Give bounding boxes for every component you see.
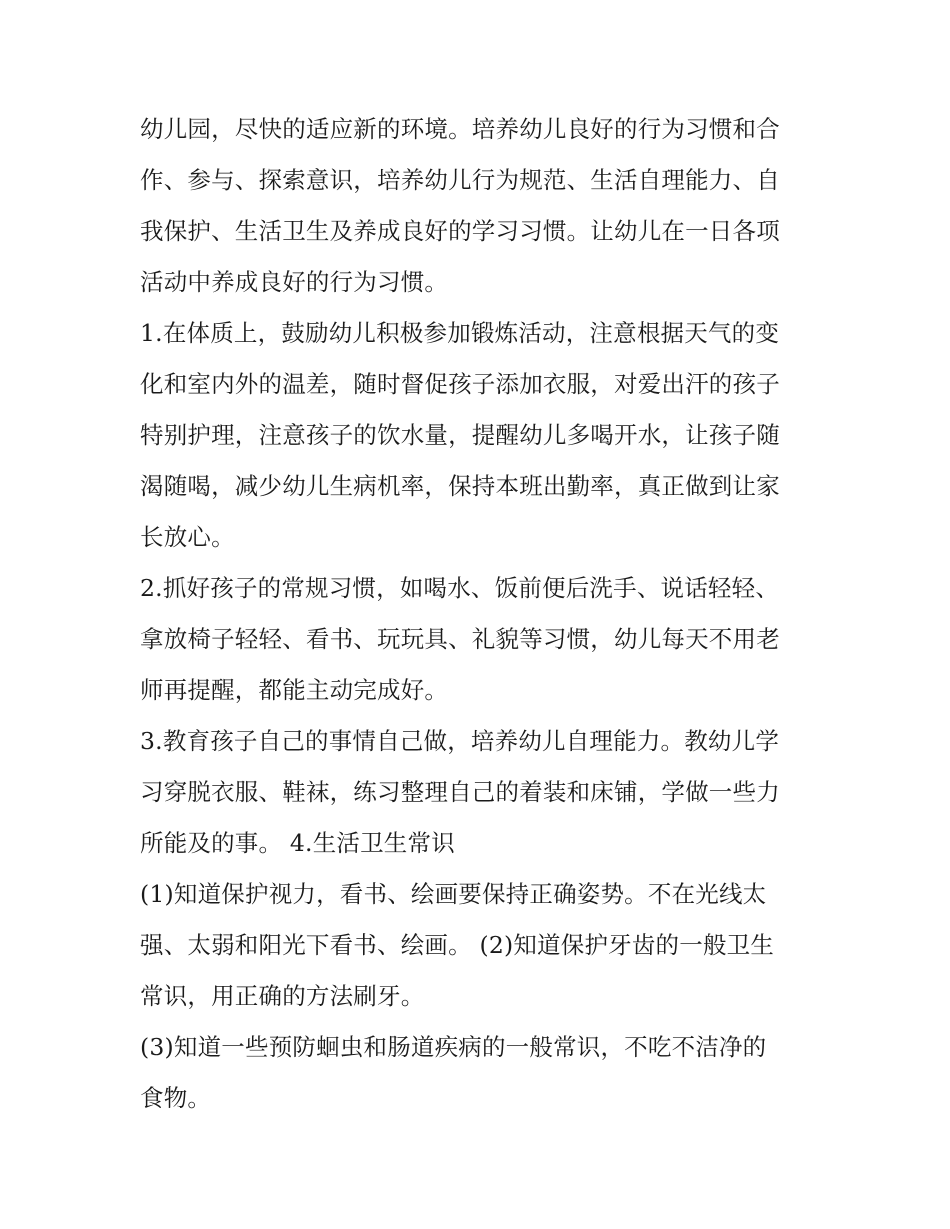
- text-line: 幼儿园，尽快的适应新的环境。培养幼儿良好的行为习惯和合: [140, 115, 780, 143]
- document-body: [140, 104, 812, 1124]
- text-line: 长放心。: [140, 523, 235, 551]
- text-line: 拿放椅子轻轻、看书、玩玩具、礼貌等习惯，幼儿每天不用老: [140, 625, 780, 653]
- text-line: 作、参与、探索意识，培养幼儿行为规范、生活自理能力、自: [140, 166, 780, 194]
- text-line: 活动中养成良好的行为习惯。: [140, 268, 449, 296]
- text-line: 常识，用正确的方法刷牙。: [140, 982, 425, 1010]
- text-line: 化和室内外的温差，随时督促孩子添加衣服，对爱出汗的孩子: [140, 370, 780, 398]
- text-line: 特别护理，注意孩子的饮水量，提醒幼儿多喝开水，让孩子随: [140, 421, 780, 449]
- text-line: 3.教育孩子自己的事情自己做，培养幼儿自理能力。教幼儿学: [140, 727, 780, 755]
- text-line: 2.抓好孩子的常规习惯，如喝水、饭前便后洗手、说话轻轻、: [140, 574, 780, 602]
- text-line: 师再提醒，都能主动完成好。: [140, 676, 449, 704]
- text-line: 强、太弱和阳光下看书、绘画。 (2)知道保护牙齿的一般卫生: [140, 931, 775, 959]
- text-line: 渴随喝，减少幼儿生病机率，保持本班出勤率，真正做到让家: [140, 472, 780, 500]
- text-line: 我保护、生活卫生及养成良好的学习习惯。让幼儿在一日各项: [140, 217, 780, 245]
- text-line: 习穿脱衣服、鞋袜，练习整理自己的着装和床铺，学做一些力: [140, 778, 780, 806]
- text-line: 食物。: [140, 1084, 212, 1112]
- text-line: (1)知道保护视力，看书、绘画要保持正确姿势。不在光线太: [140, 880, 767, 908]
- text-line: (3)知道一些预防蛔虫和肠道疾病的一般常识，不吃不洁净的: [140, 1033, 767, 1061]
- text-line: 1.在体质上，鼓励幼儿积极参加锻炼活动，注意根据天气的变: [140, 319, 780, 347]
- text-line: 所能及的事。 4.生活卫生常识: [140, 829, 455, 857]
